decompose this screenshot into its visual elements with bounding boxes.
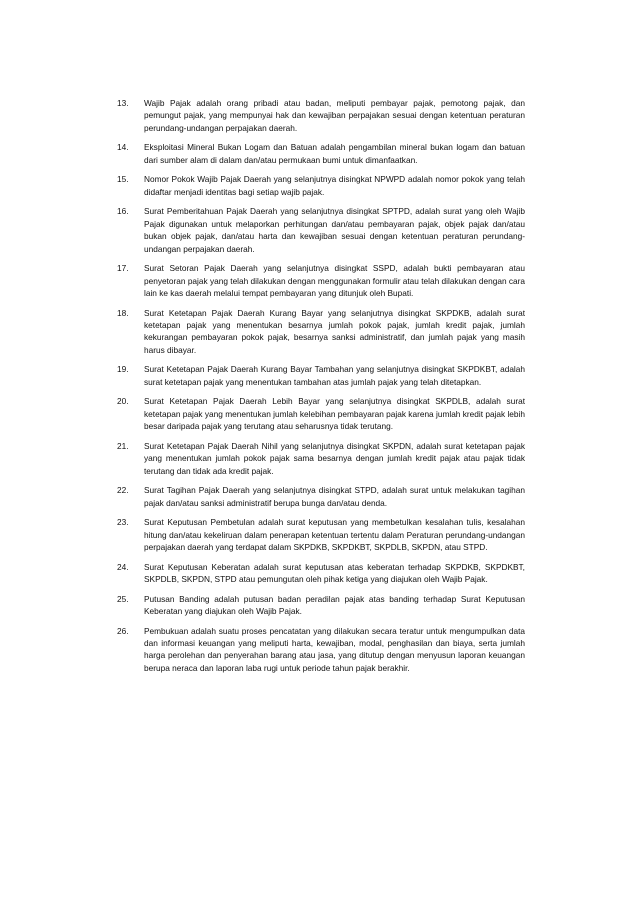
- item-number: 17.: [117, 263, 129, 274]
- item-text: Wajib Pajak adalah orang pribadi atau badan, meliputi pembayar pajak, pemotong pajak, dan pemungut pajak, yang mempunyai hak dan kewajiban perpajakan sesuai dengan ketentuan peraturan perundang-undangan perpajakan daerah.: [144, 98, 525, 133]
- item-number: 24.: [117, 561, 129, 572]
- definition-item: [117, 484, 525, 509]
- item-text: Eksploitasi Mineral Bukan Logam dan Batuan adalah pengambilan mineral bukan logam dan batuan dari sumber alam di dalam dan/atau permukaan bumi untuk dimanfaatkan.: [144, 142, 525, 165]
- item-text: Surat Setoran Pajak Daerah yang selanjutnya disingkat SSPD, adalah bukti pembayaran atau penyetoran pajak yang telah dilakukan dengan menggunakan formulir atau telah dilakukan dengan cara lain ke kas daerah melalui tempat pembayaran yang ditunjuk oleh Bupati.: [144, 263, 526, 299]
- item-number: 13.: [117, 98, 129, 108]
- item-text: Surat Keputusan Pembetulan adalah surat keputusan yang membetulkan kesalahan tulis, kesalahan hitung dan/atau kekeliruan dalam penerapan ketentuan tertentu dalam Peraturan perundang-undangan perpajakan daerah yang terdapat dalam SKPDKB, SKPDKBT, SKPDLB, SKPDN, atau STPD.: [144, 517, 525, 553]
- definition-item: [117, 97, 525, 134]
- definition-item: [117, 205, 525, 255]
- definition-item: [117, 173, 525, 198]
- item-number: 21.: [117, 440, 129, 451]
- definition-item: [117, 307, 525, 357]
- item-text: Surat Keputusan Keberatan adalah surat keputusan atas keberatan terhadap SKPDKB, SKPDKBT, SKPDLB, SKPDN, STPD atau pemungutan oleh pihak ketiga yang diajukan oleh Wajib Pajak.: [144, 561, 525, 585]
- item-text: Surat Ketetapan Pajak Daerah Kurang Bayar yang selanjutnya disingkat SKPDKB, adalah surat ketetapan pajak yang menentukan besarnya jumlah pokok pajak, jumlah kredit pajak, jumlah kekurangan pembayaran pokok pajak, besarnya sanksi administratif, dan jumlah pajak yang masih harus dibayar.: [144, 307, 525, 355]
- item-number: 16.: [117, 206, 129, 217]
- item-number: 18.: [117, 307, 129, 318]
- item-text: Surat Pemberitahuan Pajak Daerah yang selanjutnya disingkat SPTPD, adalah surat yang oleh Wajib Pajak digunakan untuk melaporkan perhitungan dan/atau pembayaran pajak, objek pajak dan/atau bukan objek pajak, dan/atau harta dan kewajiban sesuai dengan ketentuan peraturan perundang-undangan perpajakan daerah.: [144, 206, 525, 254]
- definition-item: [117, 625, 525, 675]
- item-text: Surat Ketetapan Pajak Daerah Lebih Bayar yang selanjutnya disingkat SKPDLB, adalah surat ketetapan pajak yang menentukan jumlah kelebihan pembayaran pajak karena jumlah kredit pajak lebih besar daripada pajak yang terutang atau seharusnya tidak terutang.: [144, 396, 525, 432]
- definition-item: [117, 363, 525, 388]
- definition-item: [117, 440, 525, 477]
- item-number: 15.: [117, 174, 129, 185]
- item-text: Surat Tagihan Pajak Daerah yang selanjutnya disingkat STPD, adalah surat untuk melakukan tagihan pajak dan/atau sanksi administratif berupa bunga dan/atau denda.: [144, 485, 525, 508]
- item-number: 23.: [117, 517, 129, 528]
- definition-item: [117, 516, 525, 553]
- item-number: 22.: [117, 485, 129, 496]
- item-text: Surat Ketetapan Pajak Daerah Kurang Bayar Tambahan yang selanjutnya disingkat SKPDKBT, adalah surat ketetapan pajak yang menentukan tambahan atas jumlah pajak yang telah ditetapkan.: [144, 364, 525, 387]
- item-number: 20.: [117, 396, 129, 407]
- definition-item: [117, 593, 525, 618]
- item-number: 14.: [117, 142, 129, 153]
- definition-item: [117, 262, 525, 299]
- definition-item: [117, 561, 525, 586]
- item-number: 26.: [117, 625, 129, 636]
- definition-list: [117, 97, 525, 681]
- definition-item: [117, 141, 525, 166]
- item-text: Putusan Banding adalah putusan badan peradilan pajak atas banding terhadap Surat Keputusan Keberatan yang diajukan oleh Wajib Pajak.: [144, 593, 525, 617]
- item-text: Pembukuan adalah suatu proses pencatatan yang dilakukan secara teratur untuk mengumpulkan data dan informasi keuangan yang meliputi harta, kewajiban, modal, penghasilan dan biaya, serta jumlah harga perolehan dan penyerahan barang atau jasa, yang ditutup dengan menyusun laporan keuangan berupa neraca dan laporan laba rugi untuk periode tahun pajak berakhir.: [144, 625, 525, 673]
- item-number: 19.: [117, 364, 129, 375]
- item-text: Nomor Pokok Wajib Pajak Daerah yang selanjutnya disingkat NPWPD adalah nomor pokok yang telah didaftar menjadi identitas bagi setiap wajib pajak.: [144, 174, 525, 197]
- definition-item: [117, 395, 525, 432]
- item-number: 25.: [117, 593, 129, 604]
- item-text: Surat Ketetapan Pajak Daerah Nihil yang selanjutnya disingkat SKPDN, adalah surat ketetapan pajak yang menentukan jumlah pokok pajak sama besarnya dengan jumlah kredit pajak atau pajak tidak terutang dan tidak ada kredit pajak.: [144, 440, 525, 476]
